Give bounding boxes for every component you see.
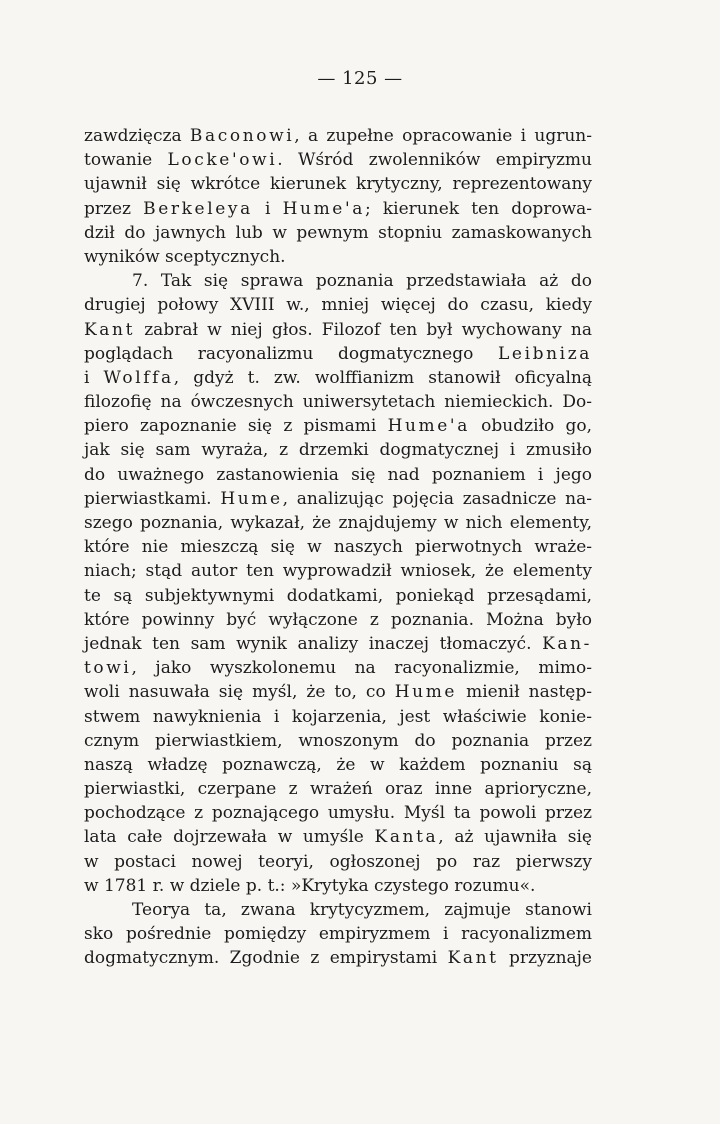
text-line (84, 463, 592, 487)
text-segment: ujawnił się wkrótce kierunek krytyczny, reprezentowany (84, 174, 592, 195)
page-number-header: — 125 — (317, 68, 403, 89)
text-line (84, 366, 592, 390)
spaced-name: Hume (394, 682, 458, 703)
text-segment: do uważnego zastanowienia się nad poznaniem i jego (84, 464, 592, 485)
spaced-name: Hume'a (282, 198, 365, 219)
text-line (84, 293, 592, 317)
text-line (84, 124, 592, 148)
text-segment: pierwiastkami. (84, 488, 221, 509)
text-line (84, 318, 592, 342)
text-line (84, 608, 592, 632)
text-line (84, 656, 592, 680)
text-segment: obudziło go, (469, 416, 592, 437)
text-segment: lata całe dojrzewała w umyśle (84, 827, 375, 848)
spaced-name: towi (84, 658, 132, 679)
text-segment: . Wśród zwolenników empiryzmu (277, 150, 592, 171)
text-line (84, 777, 592, 801)
spaced-name: Kanta (374, 827, 439, 848)
text-segment: przyznaje (498, 948, 592, 969)
text-segment: wyników sceptycznych. (84, 246, 286, 267)
text-line (84, 342, 592, 366)
text-line (84, 438, 592, 462)
text-segment: , aż ujawniła się (438, 827, 592, 848)
text-line (84, 898, 592, 922)
spaced-name: Locke'owi (167, 150, 278, 171)
text-line (84, 705, 592, 729)
text-line (84, 172, 592, 196)
text-segment: w 1781 r. w dziele p. t.: »Krytyka czystego rozumu«. (84, 875, 536, 896)
text-segment: ; kierunek ten doprowa- (364, 198, 593, 219)
text-line (84, 148, 592, 172)
text-line (84, 680, 592, 704)
text-line (84, 197, 592, 221)
text-line (84, 850, 592, 874)
text-segment: piero zapoznanie się z pismami (84, 416, 388, 437)
text-line (84, 874, 592, 898)
text-line (84, 559, 592, 583)
text-segment: szego poznania, wykazał, że znajdujemy w nich elementy, (84, 513, 592, 533)
text-segment: te są subjektywnymi dodatkami, poniekąd przesądami, (84, 585, 592, 606)
text-segment: woli nasuwała się myśl, że to, co (84, 682, 395, 703)
text-segment: poglądach racyonalizmu dogmatycznego (84, 343, 499, 364)
text-line (84, 632, 592, 656)
spaced-name: Baconowi (189, 126, 295, 146)
text-segment: dził do jawnych lub w pewnym stopniu zamaskowanych (84, 222, 592, 243)
text-line (84, 946, 592, 970)
text-segment: i (252, 198, 283, 219)
text-segment: pochodzące z poznającego umysłu. Myśl ta powoli przez (84, 803, 592, 824)
text-segment: naszą władzę poznawczą, że w każdem poznaniu są (84, 754, 592, 775)
text-line (84, 922, 592, 946)
text-segment: pierwiastki, czerpane z wrażeń oraz inne aprioryczne, (84, 779, 592, 800)
text-line (84, 801, 592, 825)
text-line (84, 390, 592, 414)
text-segment: drugiej połowy XVIII w., mniej więcej do czasu, kiedy (84, 295, 592, 316)
text-segment: Teorya ta, zwana krytycyzmem, zajmuje stanowi (132, 900, 592, 920)
text-line (84, 825, 592, 849)
text-segment: filozofię na ówczesnych uniwersytetach niemieckich. Do- (84, 392, 592, 413)
text-segment: , jako wyszkolonemu na racyonalizmie, mimo- (131, 658, 592, 679)
text-segment: , a zupełne opracowanie i ugrun- (294, 126, 593, 146)
text-segment: , analizując pojęcia zasadnicze na- (282, 488, 592, 509)
text-line (84, 753, 592, 777)
text-segment: niach; stąd autor ten wyprowadził wniosek, że elementy (84, 561, 592, 582)
spaced-name: Hume (220, 488, 283, 509)
text-segment: cznym pierwiastkiem, wnoszonym do poznania przez (84, 730, 592, 751)
spaced-name: Kant (447, 948, 499, 969)
text-line (84, 535, 592, 559)
spaced-name: Wolffa (103, 367, 174, 388)
text-line (84, 487, 592, 511)
text-segment: mienił następ- (457, 682, 592, 703)
text-segment: dogmatycznym. Zgodnie z empirystami (84, 948, 448, 969)
spaced-name: Berkeleya (143, 198, 253, 219)
text-segment: 7. Tak się sprawa poznania przedstawiała aż do (132, 271, 592, 292)
text-line (84, 245, 592, 269)
text-segment: towanie (84, 150, 168, 171)
text-segment: zabrał w niej głos. Filozof ten był wychowany na (135, 319, 592, 340)
text-segment: sko pośrednie pomiędzy empiryzmem i racyonalizmem (84, 924, 592, 945)
body-text (84, 124, 592, 971)
spaced-name: Hume'a (387, 416, 470, 437)
spaced-name: Leibniza (498, 343, 592, 364)
spaced-name: Kan- (542, 633, 592, 654)
spaced-name: Kant (84, 319, 136, 340)
text-segment: stwem nawyknienia i kojarzenia, jest właściwie konie- (84, 706, 592, 727)
text-line (84, 221, 592, 245)
text-segment: i (84, 367, 104, 388)
text-line (84, 269, 592, 293)
text-line (84, 584, 592, 608)
text-segment: które powinny być wyłączone z poznania. Można było (84, 609, 592, 630)
text-line (84, 414, 592, 438)
text-line (84, 511, 592, 535)
text-segment: w postaci nowej teoryi, ogłoszonej po raz pierwszy (84, 851, 592, 872)
text-line (84, 729, 592, 753)
text-segment: które nie mieszczą się w naszych pierwotnych wraże- (84, 537, 592, 558)
text-segment: zawdzięcza (84, 126, 190, 146)
text-segment: przez (84, 198, 144, 219)
text-segment: jednak ten sam wynik analizy inaczej tłomaczyć. (84, 633, 543, 654)
text-segment: jak się sam wyraża, z drzemki dogmatycznej i zmusiło (84, 440, 592, 461)
text-segment: , gdyż t. zw. wolffianizm stanowił oficyalną (173, 367, 592, 388)
